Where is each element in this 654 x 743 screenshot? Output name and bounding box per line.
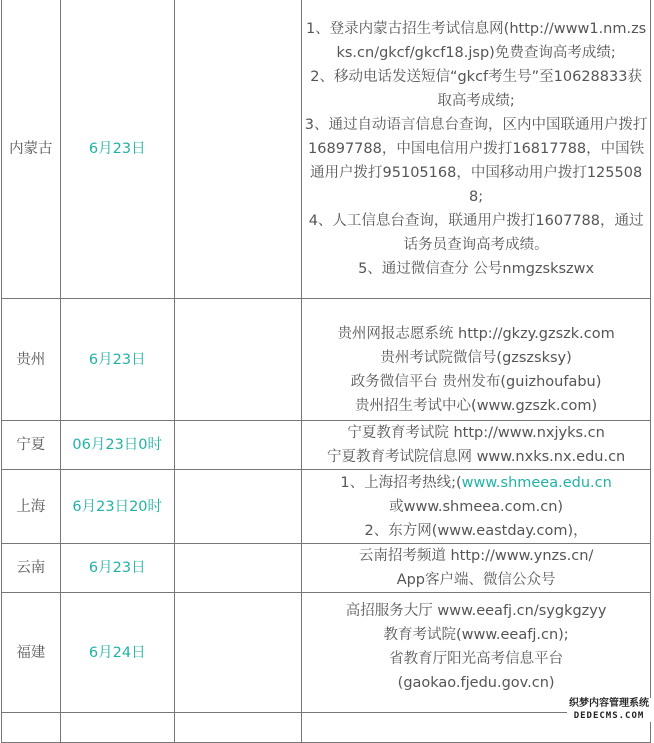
date-cell: 06月23日0时 — [60, 421, 174, 470]
methods-cell — [302, 421, 651, 470]
methods-cell — [302, 593, 651, 713]
methods-cell — [302, 0, 651, 299]
table-row — [2, 713, 651, 743]
province-cell: 内蒙古 — [2, 0, 61, 299]
date-cell: 6月23日 — [60, 299, 174, 421]
method-line: 5、通过微信查分 公号nmgzskszwx — [358, 260, 595, 277]
method-line: 省教育厅阳光高考信息平台 — [389, 651, 564, 667]
method-line: 云南招考频道 http://www.ynzs.cn/ — [358, 548, 594, 564]
method-line: 2、移动电话发送短信“gkcf考生号”至10628833获取高考成绩; — [310, 68, 642, 109]
method-line: 或www.shmeea.com.cn) — [389, 498, 564, 515]
method-line: 4、人工信息台查询，联通用户拨打1607788，通过话务员查询高考成绩。 — [308, 212, 644, 253]
methods-cell — [302, 299, 651, 421]
empty-cell — [174, 0, 301, 299]
method-text: 1、上海招考热线;( — [340, 474, 462, 491]
date-cell: 6月24日 — [60, 593, 174, 713]
method-line: 3、通过自动语言信息台查询，区内中国联通用户拨打16897788，中国电信用户拨打16817788，中国铁通用户拨打95105168，中国移动用户拨打1255088; — [304, 116, 648, 205]
watermark-cn: 织梦内容管理系统 — [569, 698, 649, 709]
province-cell: 福建 — [2, 593, 61, 713]
date-cell: 6月23日20时 — [60, 470, 174, 544]
province-cell: 贵州 — [2, 299, 61, 421]
empty-cell — [174, 421, 301, 470]
table-row — [2, 544, 651, 593]
empty-cell — [2, 713, 61, 743]
method-line: 2、东方网(www.eastday.com)， — [364, 522, 588, 539]
method-line: 教育考试院(www.eeafj.cn); — [383, 627, 569, 643]
method-line — [303, 471, 649, 495]
method-line: 贵州考试院微信号(gzszsksy) — [380, 349, 572, 366]
empty-cell — [60, 713, 174, 743]
date-cell: 6月23日 — [60, 544, 174, 593]
table-row — [2, 593, 651, 713]
methods-cell — [302, 470, 651, 544]
table-row — [2, 299, 651, 421]
province-cell: 宁夏 — [2, 421, 61, 470]
method-line: 宁夏教育考试院信息网 www.nxks.nx.edu.cn — [326, 449, 626, 465]
empty-cell — [174, 544, 301, 593]
score-query-table — [1, 0, 651, 743]
table-row — [2, 0, 651, 299]
province-cell: 云南 — [2, 544, 61, 593]
empty-cell — [174, 299, 301, 421]
method-line: (gaokao.fjedu.gov.cn) — [397, 675, 555, 691]
method-line: 宁夏教育考试院 http://www.nxjyks.cn — [347, 425, 605, 441]
empty-cell — [174, 470, 301, 544]
date-cell: 6月23日 — [60, 0, 174, 299]
method-line: 1、登录内蒙古招生考试信息网(http://www1.nm.zsks.cn/gkcf/gkcf18.jsp)免费查询高考成绩; — [305, 20, 647, 61]
province-cell: 上海 — [2, 470, 61, 544]
shmeea-link[interactable]: www.shmeea.edu.cn — [461, 474, 612, 491]
methods-cell — [302, 544, 651, 593]
empty-cell — [174, 713, 301, 743]
watermark-en: DEDECMS.COM — [573, 711, 645, 721]
method-line: 贵州网报志愿系统 http://gkzy.gzszk.com — [337, 325, 615, 342]
method-line: 高招服务大厅 www.eeafj.cn/sygkgzyy — [345, 603, 607, 619]
method-line: 贵州招生考试中心(www.gzszk.com) — [355, 397, 598, 414]
dedecms-watermark-logo — [567, 698, 651, 722]
method-line: 政务微信平台 贵州发布(guizhoufabu) — [350, 373, 602, 390]
empty-cell — [174, 593, 301, 713]
table-row — [2, 421, 651, 470]
table-row — [2, 470, 651, 544]
method-line: App客户端、微信公众号 — [396, 572, 556, 588]
